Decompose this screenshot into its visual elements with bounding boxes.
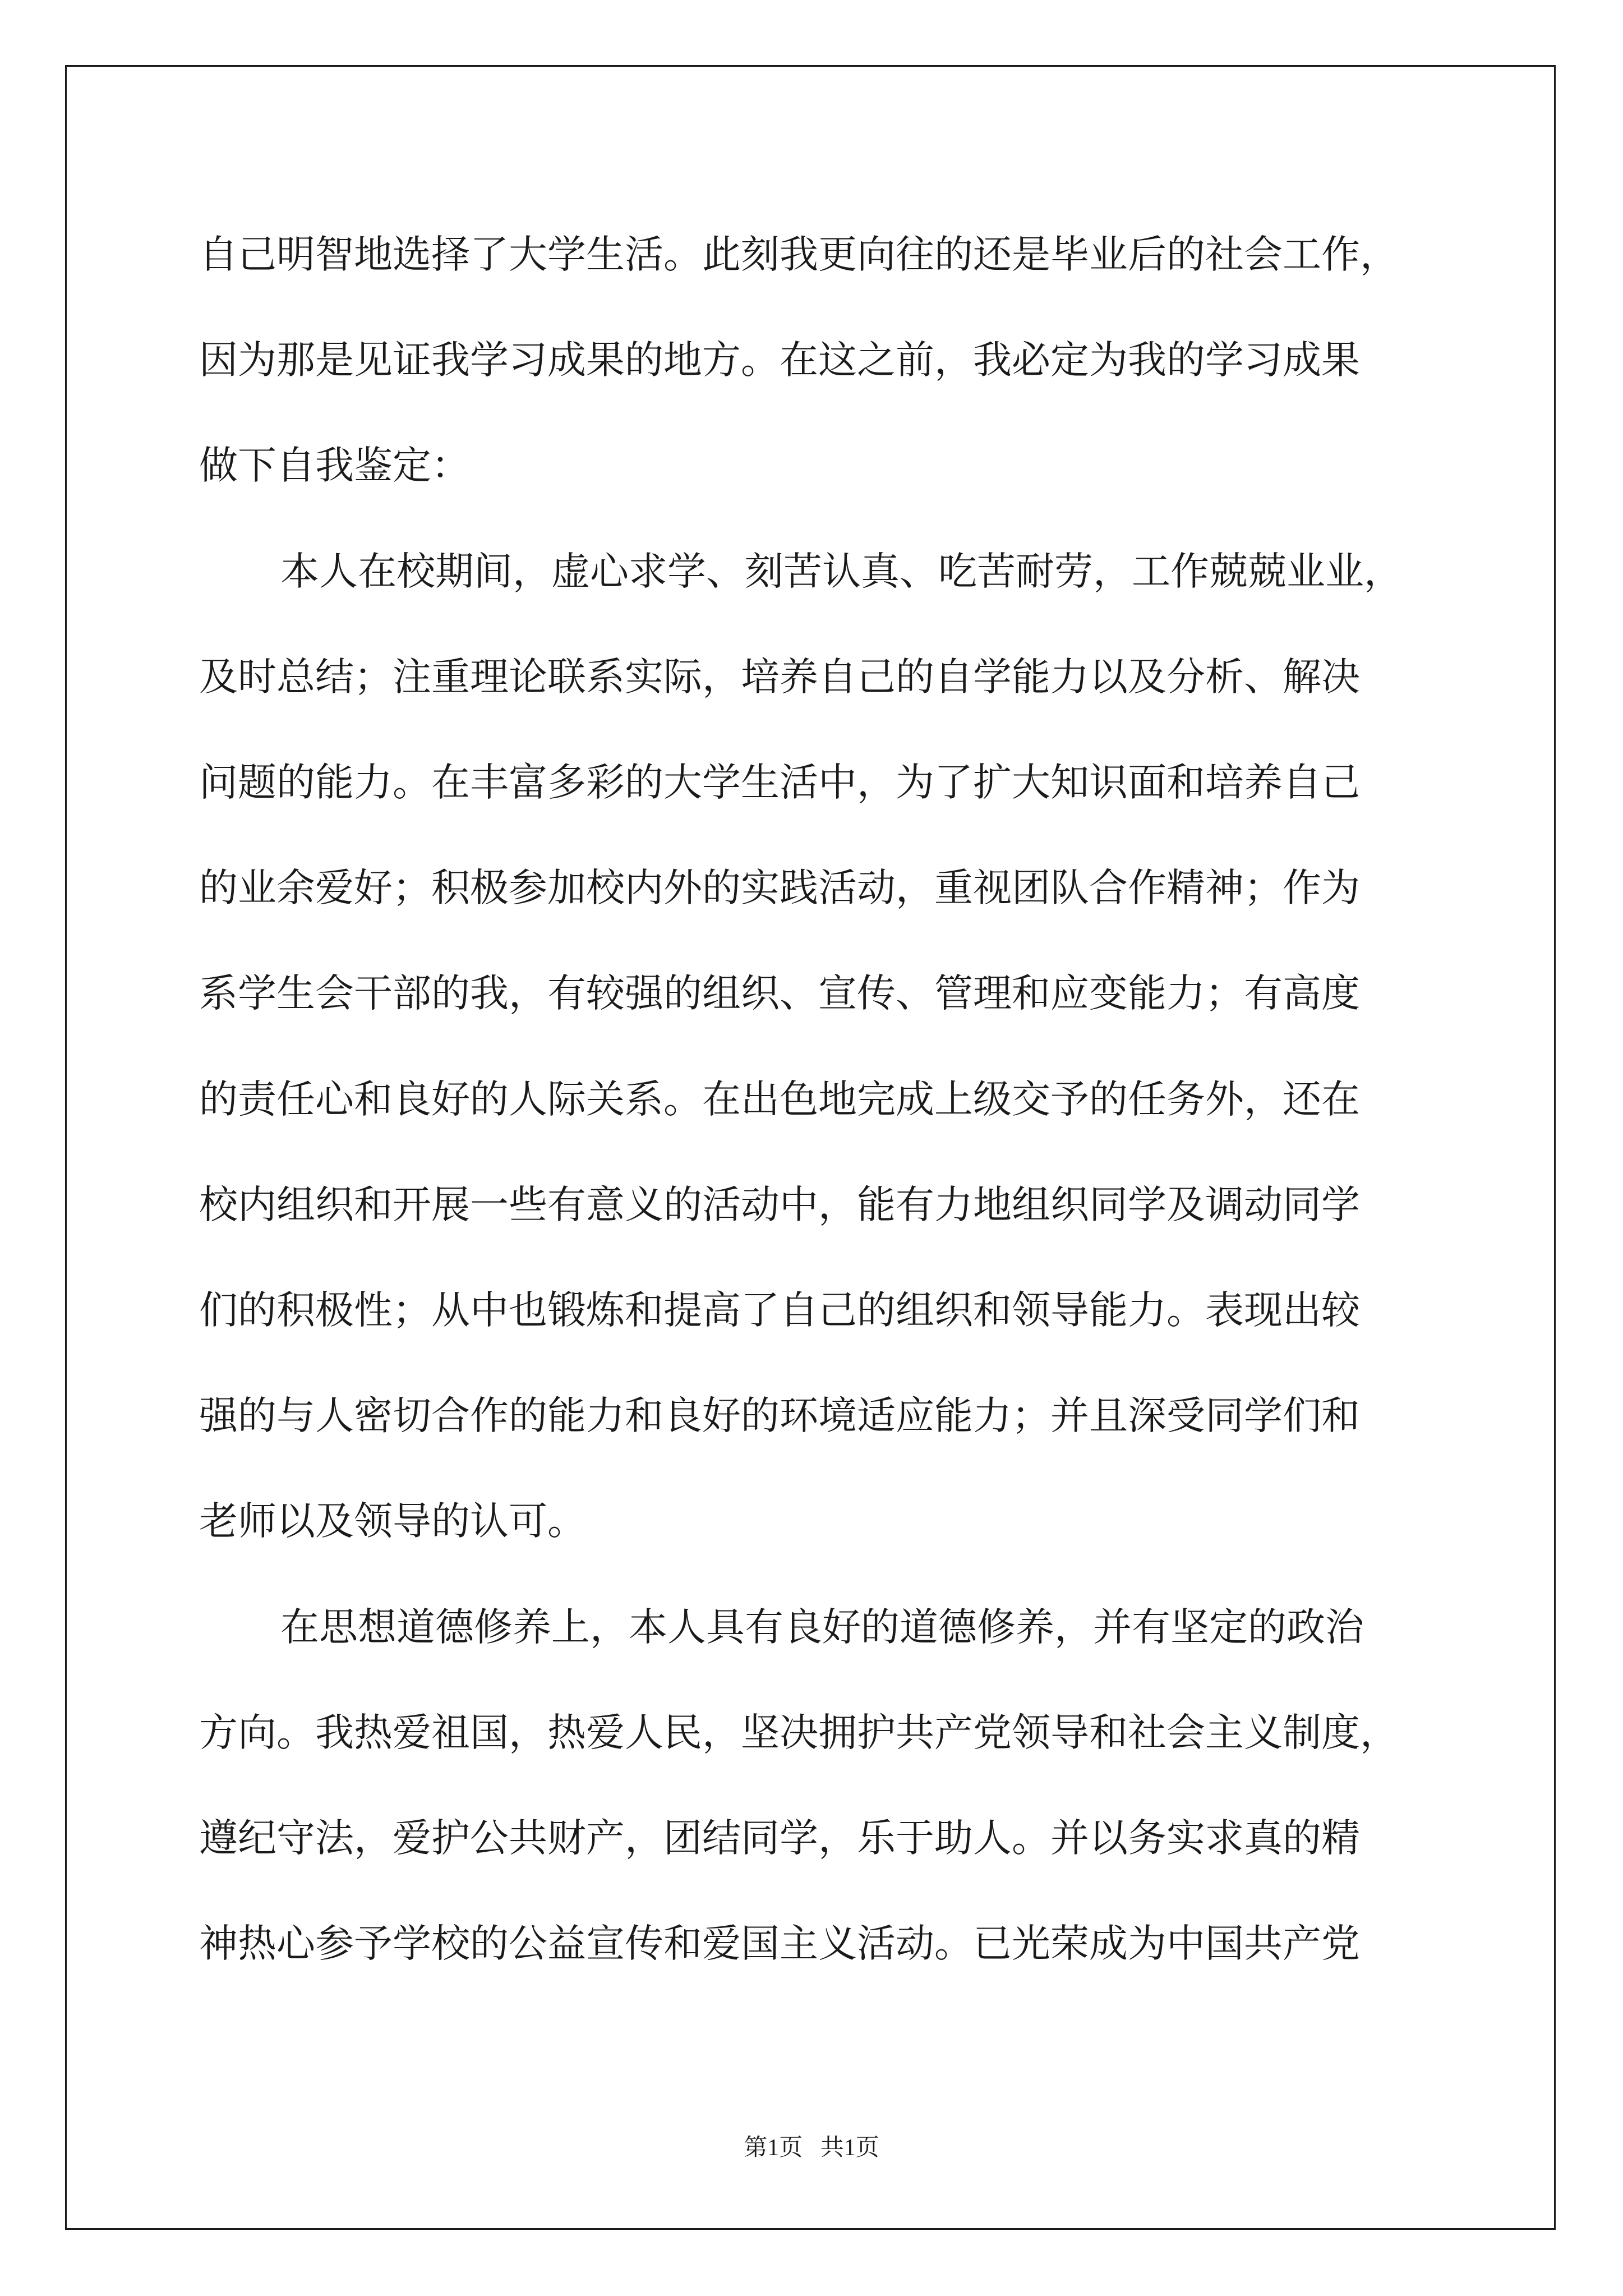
paragraph-start-line: 在思想道德修养上，本人具有良好的道德修养，并有坚定的政治 [280,1605,1364,1650]
text-line: 的业余爱好；积极参加校内外的实践活动，重视团队合作精神；作为 [199,866,1360,910]
text-line: 方向。我热爱祖国，热爱人民，坚决拥护共产党领导和社会主义制度， [199,1710,1399,1755]
paragraph-start-line: 本人在校期间，虚心求学、刻苦认真、吃苦耐劳，工作兢兢业业， [280,549,1403,594]
text-line: 自己明智地选择了大学生活。此刻我更向往的还是毕业后的社会工作， [199,232,1399,277]
text-line: 及时总结；注重理论联系实际，培养自己的自学能力以及分析、解决 [199,655,1360,700]
text-line: 强的与人密切合作的能力和良好的环境适应能力；并且深受同学们和 [199,1393,1360,1438]
page-footer: 第1页 共1页 [744,2135,879,2161]
text-line: 校内组织和开展一些有意义的活动中，能有力地组织同学及调动同学 [199,1182,1360,1227]
text-line: 问题的能力。在丰富多彩的大学生活中，为了扩大知识面和培养自己 [199,760,1360,805]
text-line: 的责任心和良好的人际关系。在出色地完成上级交予的任务外，还在 [199,1077,1360,1122]
text-line: 神热心参予学校的公益宣传和爱国主义活动。已光荣成为中国共产党 [199,1921,1360,1966]
page-border [65,65,1556,2230]
text-line: 因为那是见证我学习成果的地方。在这之前，我必定为我的学习成果 [199,338,1360,383]
text-line: 做下自我鉴定： [199,443,470,488]
text-line: 系学生会干部的我，有较强的组织、宣传、管理和应变能力；有高度 [199,971,1360,1016]
text-line: 们的积极性；从中也锻炼和提高了自己的组织和领导能力。表现出较 [199,1288,1360,1333]
text-line: 遵纪守法，爱护公共财产，团结同学，乐于助人。并以务实求真的精 [199,1816,1360,1861]
text-line: 老师以及领导的认可。 [199,1499,586,1544]
